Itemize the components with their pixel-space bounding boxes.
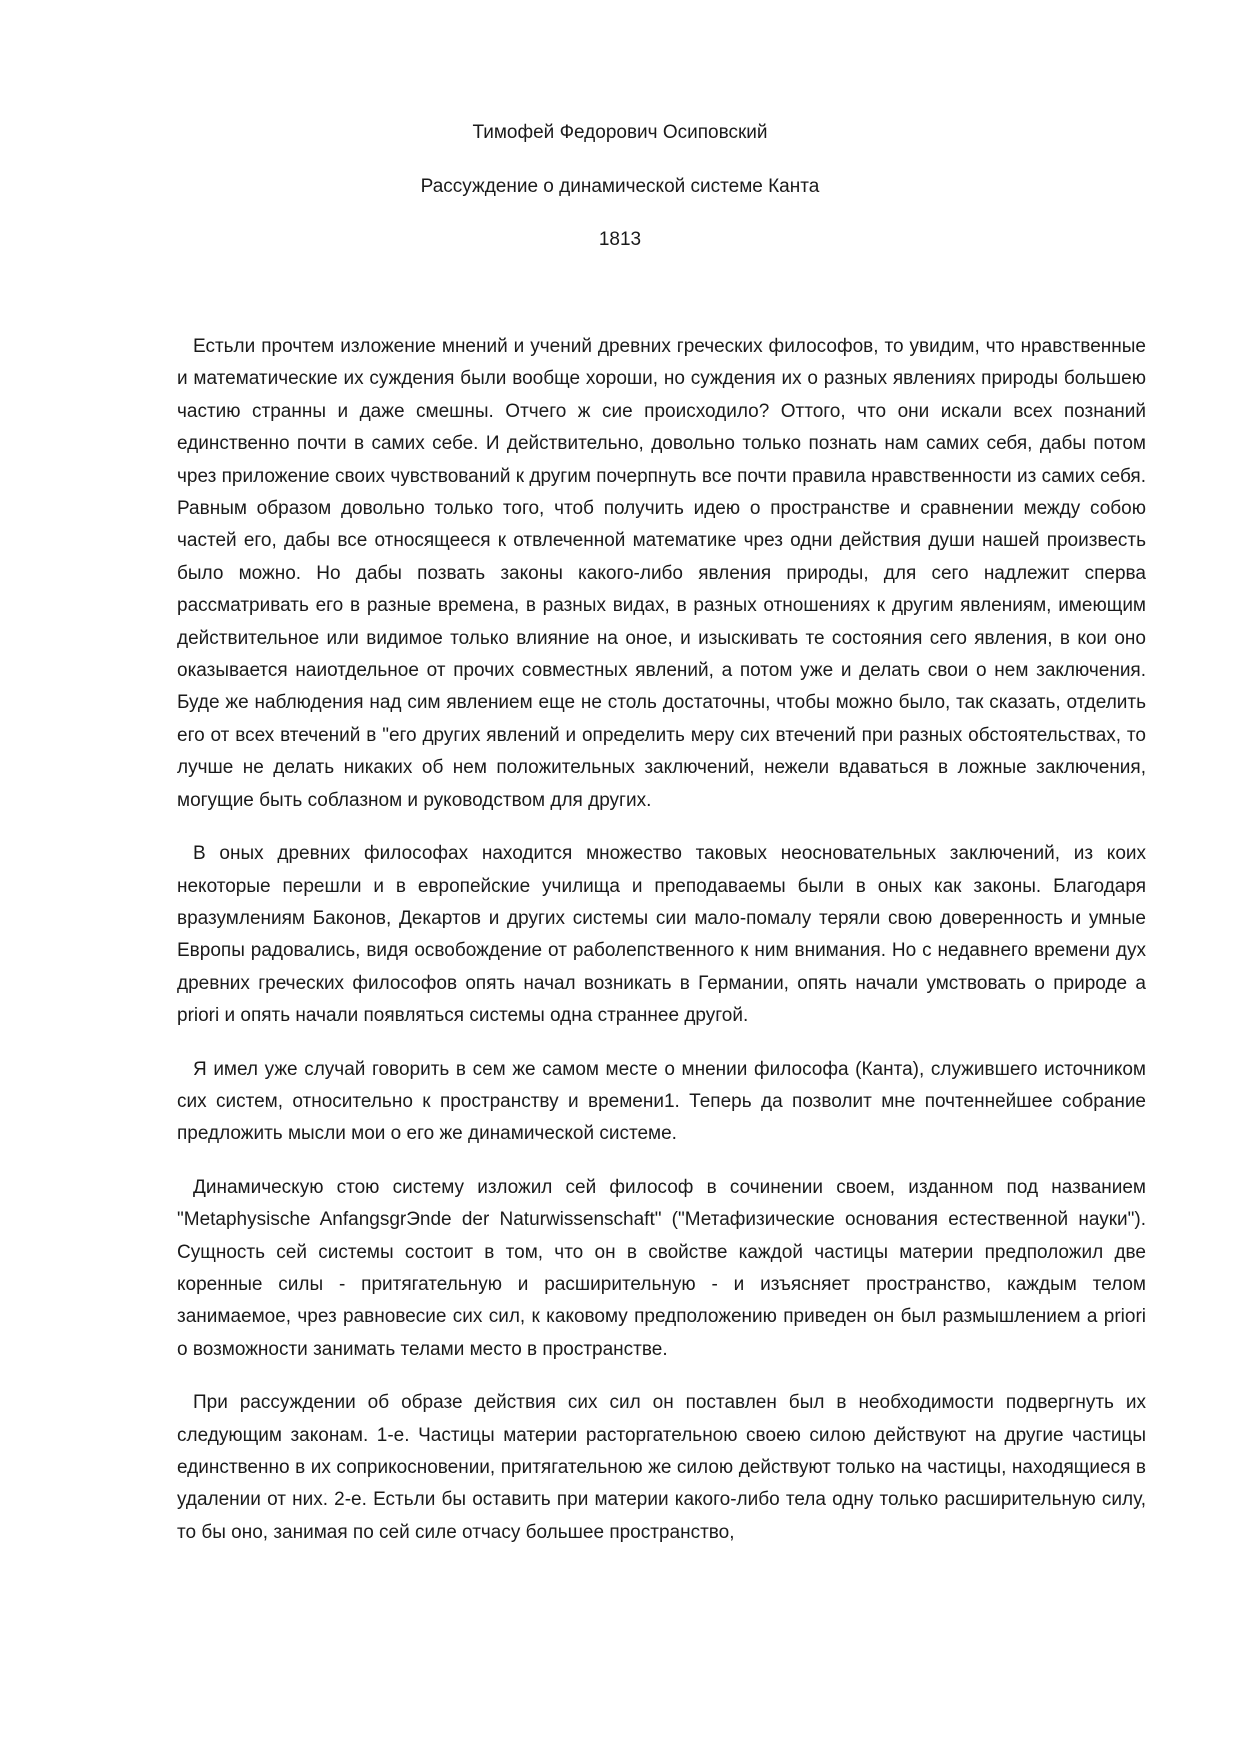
document-title: Рассуждение о динамической системе Канта [420, 176, 820, 197]
paragraph-3: Я имел уже случай говорить в сем же самом месте о мнении философа (Канта), служившего источником сих систем, относительно к пространству и времени1. Теперь да позволит мне почтеннейшее собрание предложить мысли мои о его же динамической системе. [177, 1058, 1146, 1145]
paragraph-2: В оных древних философах находится множество таковых неосновательных заключений, из коих некоторые перешли и в европейские училища и преподаваемы были в оных как законы. Благодаря вразумлениям Баконов, Декартов и других системы сии мало-помалу теряли свою доверенность и умные Европы радовались, видя освобождение от раболепственного к ним внимания. Но с недавнего времени дух древних греческих философов опять начал возникать в Германии, опять начали умствовать о природе a priori и опять начали появляться системы одна страннее другой. [177, 843, 1146, 1027]
document-body [177, 331, 1146, 1570]
paragraph-5: При рассуждении об образе действия сих сил он поставлен был в необходимости подвергнуть их следующим законам. 1-е. Частицы материи расторгательною своею силою действуют на другие частицы единственно в их соприкосновении, притягательною же силою действуют только на частицы, находящиеся в удалении от них. 2-е. Естьли бы оставить при материи какого-либо тела одну только расширительную силу, то бы оно, занимая по сей силе отчасу большее пространство, [177, 1392, 1146, 1543]
author-name: Тимофей Федорович Осиповский [472, 122, 768, 143]
publication-year: 1813 [598, 229, 642, 250]
paragraph-1: Естьли прочтем изложение мнений и учений древних греческих философов, то увидим, что нравственные и математические их суждения были вообще хороши, но суждения их о разных явлениях природы большею частию странны и даже смешны. Отчего ж сие происходило? Оттого, что они искали всех познаний единственно почти в самих себе. И действительно, довольно только познать нам самих себя, дабы потом чрез приложение своих чувствований к другим почерпнуть все почти правила нравственности из самих себя. Равным образом довольно только того, чтоб получить идею о пространстве и сравнении между собою частей его, дабы все относящееся к отвлеченной математике чрез одни действия души нашей произвесть было можно. Но дабы позвать законы какого-либо явления природы, для сего надлежит сперва рассматривать его в разные времена, в разных видах, в разных отношениях к другим явлениям, имеющим действительное или видимое только влияние на оное, и изыскивать те состояния сего явления, в кои оно оказывается наиотдельное от прочих совместных явлений, а потом уже и делать свои о нем заключения. Буде же наблюдения над сим явлением еще не столь достаточны, чтобы можно было, так сказать, отделить его от всех втечений в "его других явлений и определить меру сих втечений при разных обстоятельствах, то лучше не делать никаких об нем положительных заключений, нежели вдаваться в ложные заключения, могущие быть соблазном и руководством для других. [177, 336, 1146, 811]
paragraph-4: Динамическую стою систему изложил сей философ в сочинении своем, изданном под названием "Metaphysische AnfangsgrЭnde der Naturwissenschaft" ("Метафизические основания естественной науки"). Сущность сей системы состоит в том, что он в свойстве каждой частицы материи предположил две коренные силы - притягательную и расширительную - и изъясняет пространство, каждым телом занимаемое, чрез равновесие сих сил, к каковому предположению приведен он был размышлением a priori о возможности занимать телами место в пространстве. [177, 1176, 1146, 1360]
